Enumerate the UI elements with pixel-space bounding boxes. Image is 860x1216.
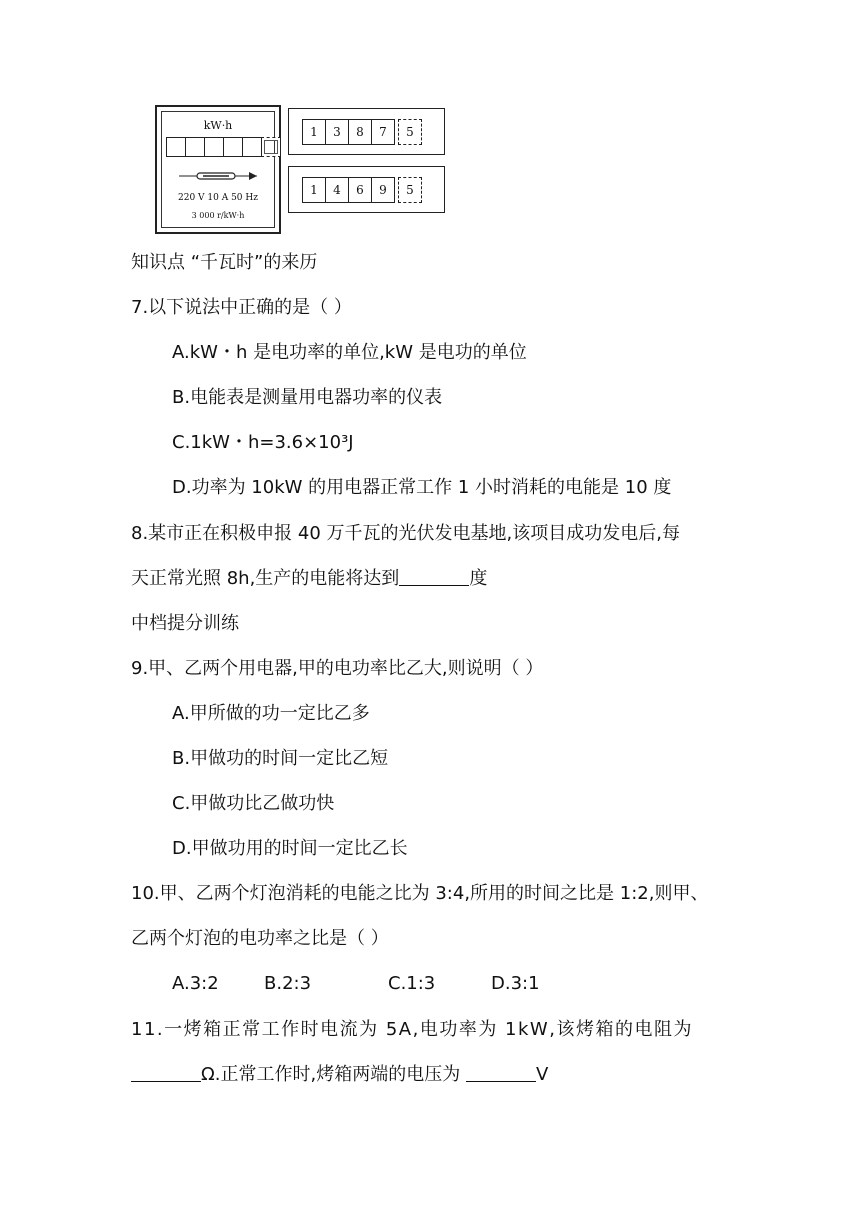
meter-dial-decimal [261,137,281,157]
question-8-unit: 度 [469,568,488,589]
question-10-options [172,971,540,997]
knowledge-point-heading: 知识点 “千瓦时”的来历 [131,252,318,273]
question-7-option-c: C.1kW・h=3.6×10³J [172,432,354,453]
meter-dial [204,137,224,157]
answer-blank [399,567,469,586]
question-8-text: 天正常光照 8h,生产的电能将达到 [131,568,400,589]
question-7: 7.以下说法中正确的是（ ） [131,297,352,318]
question-10-line-2: 乙两个灯泡的电功率之比是（ ） [131,928,389,949]
electric-meter-figure [150,100,450,235]
question-11-line-2 [131,1062,548,1088]
question-11-text: Ω.正常工作时,烤箱两端的电压为 [201,1064,461,1085]
reading-digit: 9 [371,177,395,203]
meter-unit-label: kW·h [203,119,233,132]
section-heading: 中档提分训练 [131,613,239,634]
meter-dial [185,137,205,157]
question-10-option-c: C.1:3 [388,973,436,994]
reading-digit: 8 [348,119,372,145]
question-8-line-2 [131,566,487,592]
question-10-option-d: D.3:1 [491,973,540,994]
reading-digit: 6 [348,177,372,203]
meter-dials [166,137,280,157]
meter-spec-constant: 3 000 r/kW·h [191,211,245,220]
question-7-option-a: A.kW・h 是电功率的单位,kW 是电功的单位 [172,342,527,363]
reading-digit: 4 [325,177,349,203]
question-9-option-a: A.甲所做的功一定比乙多 [172,703,370,724]
meter-spec-rating: 220 V 10 A 50 Hz [178,193,258,203]
meter-reading-after [288,166,445,213]
reading-digit: 3 [325,119,349,145]
meter-dial [242,137,262,157]
question-9-option-c: C.甲做功比乙做功快 [172,793,335,814]
question-8-line-1: 8.某市正在积极申报 40 万千瓦的光伏发电基地,该项目成功发电后,每 [131,523,680,544]
reading-digit: 1 [302,177,326,203]
question-9-option-b: B.甲做功的时间一定比乙短 [172,748,389,769]
question-10-line-1: 10.甲、乙两个灯泡消耗的电能之比为 3:4,所用的时间之比是 1:2,则甲、 [131,883,709,904]
answer-blank [466,1063,536,1082]
reading-decimal-digit: 5 [398,119,422,145]
question-9-option-d: D.甲做功用的时间一定比乙长 [172,838,408,859]
question-9: 9.甲、乙两个用电器,甲的电功率比乙大,则说明（ ） [131,658,544,679]
meter-dial [223,137,243,157]
question-7-option-b: B.电能表是测量用电器功率的仪表 [172,387,443,408]
question-10-option-a: A.3:2 [172,973,219,994]
reading-digit: 1 [302,119,326,145]
reading-decimal-digit: 5 [398,177,422,203]
question-11-line-1: 11.一烤箱正常工作时电流为 5A,电功率为 1kW,该烤箱的电阻为 [131,1019,693,1040]
meter-reading-before [288,108,445,155]
meter-rotating-disc [179,171,257,181]
electric-meter [155,105,281,234]
question-10-option-b: B.2:3 [264,973,312,994]
answer-blank [131,1063,201,1082]
question-7-option-d: D.功率为 10kW 的用电器正常工作 1 小时消耗的电能是 10 度 [172,477,672,498]
meter-dial [166,137,186,157]
reading-digit: 7 [371,119,395,145]
question-11-unit: V [535,1064,549,1085]
